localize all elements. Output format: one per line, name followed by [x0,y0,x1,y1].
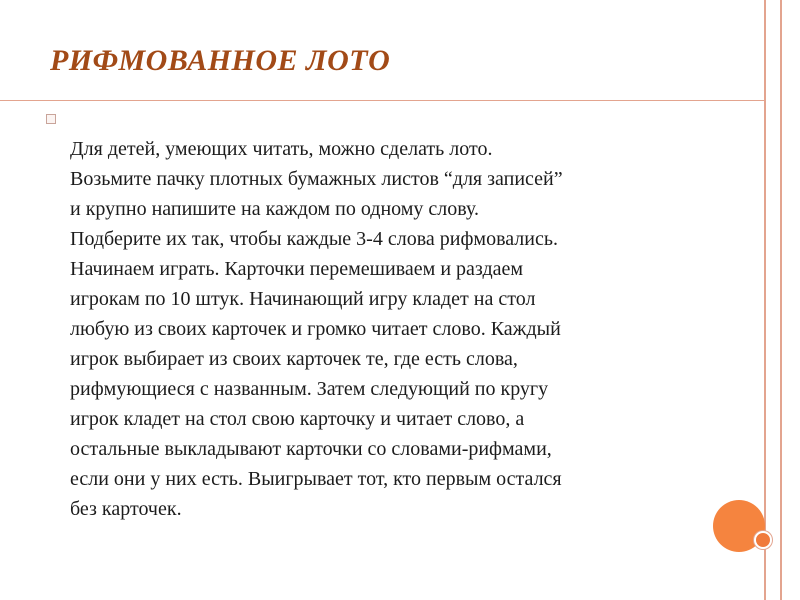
body-line: игрок выбирает из своих карточек те, где есть слова, [70,348,518,370]
title-divider [0,100,764,101]
body-line: и крупно напишите на каждом по одному слову. [70,198,480,220]
body-line: игрокам по 10 штук. Начинающий игру кладет на стол [70,288,536,310]
body-line: остальные выкладывают карточки со словами-рифмами, [70,438,552,460]
decorative-vertical-line-left [764,0,766,600]
square-bullet-icon [46,114,56,124]
body-line: Начинаем играть. Карточки перемешиваем и раздаем [70,258,524,280]
slide-title: РИФМОВАННОЕ ЛОТО [50,44,391,77]
body-line: любую из своих карточек и громко читает слово. Каждый [70,318,561,340]
body-line: игрок кладет на стол свою карточку и читает слово, а [70,408,525,430]
body-line: если они у них есть. Выигрывает тот, кто первым остался [70,468,562,490]
body-line: Подберите их так, чтобы каждые 3-4 слова рифмовались. [70,228,558,250]
decorative-vertical-line-right [780,0,782,600]
body-line: рифмующиеся с названным. Затем следующий по кругу [70,378,549,400]
body-line: Возьмите пачку плотных бумажных листов “для записей” [70,168,563,190]
body-line: Для детей, умеющих читать, можно сделать лото. [70,138,493,160]
decorative-ring-circle [754,531,772,549]
slide-body-text [70,134,710,524]
body-line: без карточек. [70,498,182,520]
